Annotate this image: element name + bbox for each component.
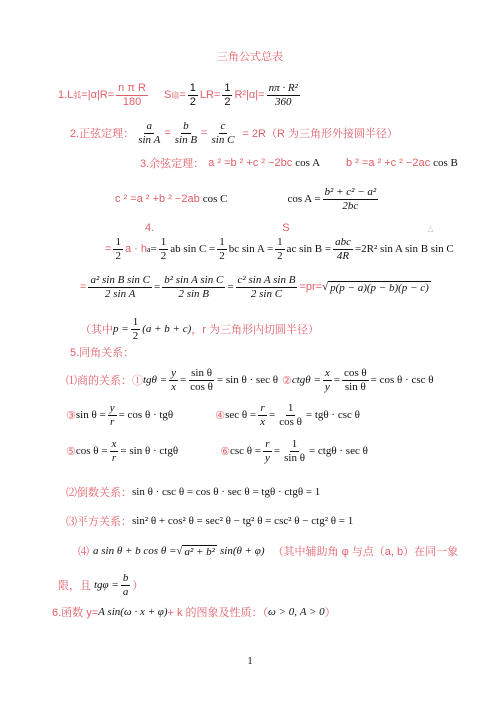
- s5-4-note2: 限，且: [58, 580, 91, 593]
- s2-rest: = 2R（R 为三角形外接圆半径）: [242, 128, 398, 141]
- s2-c: c: [220, 120, 226, 132]
- s4b-f2-den: 2 sin B: [178, 287, 210, 300]
- square-relations: [66, 513, 353, 529]
- s3b-cosA-eq: cos A =: [287, 193, 321, 206]
- s1-s-label: S: [163, 89, 172, 102]
- s5-5-left6: csc θ =: [229, 445, 261, 458]
- s5-1-ctg: ctgθ =: [291, 374, 321, 387]
- s1-frac-num: n π R: [118, 82, 146, 94]
- s5-3-r: r: [109, 415, 115, 428]
- s5-3-rest: = cos θ · tgθ: [118, 409, 174, 422]
- s5-3-mark: ③: [66, 409, 76, 422]
- s4b-f1-den: 2 sin A: [105, 287, 136, 300]
- s3b-frac: [323, 186, 379, 212]
- s5-d-eq: sin θ · csc θ = cos θ · sec θ = tgθ · ctgθ = 1: [132, 486, 321, 498]
- s5-3-one: 1: [287, 402, 294, 414]
- s2-frac-a: [136, 120, 162, 146]
- s5-p-eq: sin² θ + cos² θ = sec² θ − tg² θ = csc² θ − ctg² θ = 1: [132, 515, 354, 527]
- s5-1-sc: [188, 367, 215, 393]
- s1-f2-num: nπ · R²: [268, 82, 298, 94]
- s1-half-den-b: 2: [224, 95, 231, 108]
- s2-sinA: sin A: [138, 133, 161, 146]
- s4c-half: $\frac{1}{2}$: [132, 316, 139, 342]
- s3-label: 3.余弦定理：: [140, 158, 205, 170]
- s5-p-label: ⑶平方关系：: [66, 516, 132, 528]
- s5-3-r4: r: [260, 402, 265, 414]
- s1-frac: [116, 82, 148, 108]
- s1-eq1: =|α|R=: [81, 89, 115, 102]
- s5-3-x4: x: [260, 415, 265, 428]
- s5-4-eq: a sin θ + b cos θ =: [93, 545, 177, 557]
- s5-1-y2: y: [324, 380, 330, 393]
- s4a-half-2: $\frac{1}{2}$: [160, 236, 167, 262]
- s1-s-sub: 扇: [171, 90, 180, 100]
- identity-heading: [70, 344, 134, 360]
- s5-5-rest6: = ctgθ · sec θ: [308, 445, 368, 458]
- s4b-f3-num: c² sin A sin B: [237, 274, 296, 286]
- s5-5-r6: r: [265, 438, 270, 450]
- auxiliary-angle: ⑷ a sin θ + b cos θ = √ a² + b² sin(θ + φ) （其中辅助角 φ 与点（a, b）在同一象: [78, 545, 459, 558]
- s3b-eq-c: c ² =a ² +b ² −2ab: [115, 193, 200, 206]
- s1-frac-den: 180: [122, 95, 142, 108]
- s4a-part1: a · h: [124, 243, 147, 256]
- s5-5-r: r: [111, 451, 117, 464]
- s5-4-tg: tgφ =: [94, 579, 119, 592]
- s5-3-rx: [258, 402, 267, 428]
- s6-rest: + k 的图象及性质：（: [167, 607, 269, 619]
- function-properties: [52, 604, 336, 620]
- quotient-relations: ⑴商的关系：① tgθ = $\frac{y}{x}$ = $\frac{\text{sin θ}}{\text{cos θ}}$ = sin θ · sec θ ② ctgθ = $\frac{x}{y}$ = $\frac{\text{cos θ}}{\text{sin θ}}$ = cos θ · csc θ: [66, 367, 434, 393]
- s1-f2-den: 360: [274, 95, 292, 108]
- identity-row-5-6: ⑤ cos θ = $\frac{x}{r}$ = sin θ · ctgθ ⑥ csc θ = $\frac{r}{y}$ = $\frac{1}{\text{sin θ}}$ = ctgθ · sec θ: [66, 438, 368, 464]
- s1-half-a: [188, 82, 198, 108]
- s2-frac-c: [209, 120, 236, 146]
- reciprocal-relations: [66, 484, 320, 500]
- s5-5-rest: = sin θ · ctgθ: [120, 445, 179, 458]
- s1-eq2: LR=: [199, 89, 221, 102]
- s5-1-label: ⑴商的关系：①: [66, 375, 143, 388]
- s1-half-num-b: 1: [224, 82, 231, 94]
- s5-1-x2: x: [324, 367, 330, 379]
- s5-1-rest1: = sin θ · sec θ: [216, 374, 278, 387]
- s5-3-cos: cos θ: [279, 415, 302, 428]
- auxiliary-angle-2: [58, 572, 143, 598]
- s5-1-mark2: ②: [281, 374, 292, 387]
- s5-1-cs: [342, 367, 369, 393]
- s5-5-x: x: [111, 438, 117, 450]
- s5-1-sin2: sin θ: [344, 380, 366, 393]
- s1-sub: 弧: [73, 90, 82, 100]
- s4b-pr: =pr=: [299, 281, 323, 294]
- s5-5-xr: [110, 438, 119, 464]
- s5-4-note: （其中辅助角 φ 与点（a, b）在同一象: [272, 546, 459, 558]
- s4a-half-3: $\frac{1}{2}$: [219, 236, 225, 262]
- s4b-f2-num: b² sin A sin C: [164, 274, 224, 286]
- s5-4-ba: [121, 572, 131, 598]
- s4a-f-den: 4R: [336, 249, 350, 262]
- s5-3-yr: [108, 402, 117, 428]
- area-formula-1: = $\frac{1}{2}$ a · h a = $\frac{1}{2}$ ab sin C = $\frac{1}{2}$ bc sin A = $\frac{1}{2}$ ac sin B = $\frac{\text{abc}}{4R}$ =2R² sin A sin B sin C: [105, 236, 454, 262]
- s5-3-y: y: [109, 402, 115, 414]
- s3-cosB: cos B: [433, 157, 458, 169]
- s4a-f-num: abc: [335, 236, 351, 248]
- page-title: 三角公式总表: [217, 51, 283, 63]
- s4a-part2: ab sin C =: [170, 243, 216, 256]
- s5-1-y: y: [171, 367, 177, 379]
- s1-eq3: R²|α|=: [234, 89, 265, 102]
- s4a-part4: ac sin B =: [286, 243, 332, 256]
- s4a-sub-a: a: [146, 244, 151, 254]
- s5-1-yx: [169, 367, 178, 393]
- sine-law: 2.正弦定理： $\frac{a}{\text{sin A}}$ = $\frac{b}{\text{sin B}}$ = $\frac{c}{\text{sin C}}$ = 2R（R 为三角形外接圆半径）: [70, 120, 398, 146]
- s6-close: ）: [324, 607, 336, 619]
- cosine-law: [140, 155, 458, 171]
- s1-frac2: [267, 82, 300, 108]
- s4-label: 4.: [145, 222, 155, 234]
- s2-b: b: [183, 120, 189, 132]
- identity-row-3-4: ③ sin θ = $\frac{y}{r}$ = cos θ · tgθ ④ sec θ = $\frac{r}{x}$ = $\frac{1}{\text{cos θ}}$ = tgθ · csc θ: [66, 402, 360, 428]
- s4b-f1: [88, 274, 152, 300]
- page-number: 1: [247, 655, 253, 667]
- s4c-half-expr: (a + b + c): [142, 323, 192, 336]
- cosine-law-2: [115, 186, 380, 212]
- s6-func: A sin(ω · x + φ): [98, 606, 168, 618]
- s4a-half-1: $\frac{1}{2}$: [115, 236, 121, 262]
- s4b-f1-num: a² sin B sin C: [90, 274, 150, 286]
- s5-1-xy: [323, 367, 332, 393]
- s3-eq-a: a ² =b ² +c ² −2bc: [208, 157, 293, 169]
- s4-s: S: [282, 222, 290, 234]
- s5-1-rest2: = cos θ · csc θ: [370, 374, 434, 387]
- s3-eq-b: b ² =a ² +c ² −2ac: [346, 157, 431, 169]
- s2-sinB: sin B: [174, 133, 198, 146]
- area-heading: [145, 222, 434, 234]
- s2-a: a: [146, 120, 152, 132]
- s4a-half-4: $\frac{1}{2}$: [277, 236, 283, 262]
- area-note: [80, 316, 319, 342]
- s5-1-tg: tgθ =: [143, 374, 168, 387]
- s6-label: 6.函数 y=: [52, 607, 99, 619]
- s5-3-left: sin θ =: [75, 409, 106, 422]
- s5-3-mark4: ④: [215, 409, 226, 422]
- s4a-part3: bc sin A =: [228, 243, 274, 256]
- s5-1-cos: cos θ: [190, 380, 213, 393]
- s4a-frac-abc: [333, 236, 353, 262]
- s5-4-b: b: [122, 572, 129, 584]
- s5-5-onesin: [282, 438, 307, 464]
- s4b-f2: [162, 274, 225, 300]
- s1-half-den: 2: [189, 95, 196, 108]
- s2-frac-b: [173, 120, 199, 146]
- s5-5-y6: y: [265, 451, 270, 464]
- s4b-f3: [236, 274, 298, 300]
- s6-cond: ω > 0, A > 0: [268, 606, 325, 618]
- s5-1-sin: sin θ: [191, 367, 213, 379]
- s5-5-mark6: ⑥: [220, 445, 230, 458]
- s4-sub-mark: △: [427, 223, 434, 233]
- s5-4-a: a: [122, 585, 129, 598]
- s5-4-label: ⑷: [78, 546, 89, 558]
- s3b-cosC: cos C: [202, 193, 228, 206]
- s3-cosA: cos A: [295, 157, 321, 169]
- arc-length-formula: 1.L 弧 =|α|R= $\frac{\text{n π R}}{180}$ S 扇 = $\frac{1}{2}$ LR= $\frac{1}{2}$ R²|α|= $\frac{\text{nπ · R²}}{360}$: [58, 82, 298, 108]
- s2-sinC: sin C: [211, 133, 235, 146]
- s4b-f3-den: 2 sin C: [250, 287, 283, 300]
- s3b-num: b² + c² − a²: [324, 186, 377, 198]
- area-formula-2: = $\frac{\text{a² sin B sin C}}{\text{2 sin A}}$ = $\frac{\text{b² sin A sin C}}{\text{2 sin B}}$ = $\frac{\text{c² sin A sin B}}{\text{2 sin C}}$ =pr= √ p(p − a)(p − b)(p − c): [80, 274, 429, 300]
- s5-3-left4: sec θ =: [225, 409, 257, 422]
- s5-5-ry: [263, 438, 272, 464]
- s3b-den: 2bc: [342, 199, 359, 212]
- s5-5-one: 1: [291, 438, 298, 450]
- s2-label: 2.正弦定理：: [70, 128, 135, 141]
- s5-4-rad: a² + b²: [184, 545, 215, 558]
- s5-4-close: ）: [132, 580, 144, 593]
- s5-1-x: x: [171, 380, 177, 393]
- s4a-part5: =2R² sin A sin B sin C: [354, 243, 454, 256]
- s5-3-rest4: = tgθ · csc θ: [305, 409, 360, 422]
- s5-d-label: ⑵倒数关系：: [66, 487, 132, 499]
- s4c-p-eq: p =: [113, 323, 129, 336]
- s5-5-sin: sin θ: [284, 451, 305, 464]
- s4c-text1: （其中: [80, 324, 113, 337]
- s5-3-onecos: [277, 402, 304, 428]
- s5-label: 5.同角关系：: [70, 347, 135, 359]
- s1-half-num: 1: [189, 82, 196, 94]
- s5-5-mark: ⑤: [66, 445, 76, 458]
- s4c-text2: ，r 为三角形内切圆半径）: [191, 324, 319, 337]
- s1-half-b: [222, 82, 232, 108]
- s5-4-rest: sin(θ + φ): [219, 545, 265, 557]
- s1-label: 1.L: [58, 89, 74, 102]
- s4b-heron: p(p − a)(p − b)(p − c): [330, 281, 429, 294]
- s5-1-cos2: cos θ: [343, 367, 367, 379]
- s5-5-left: cos θ =: [75, 445, 108, 458]
